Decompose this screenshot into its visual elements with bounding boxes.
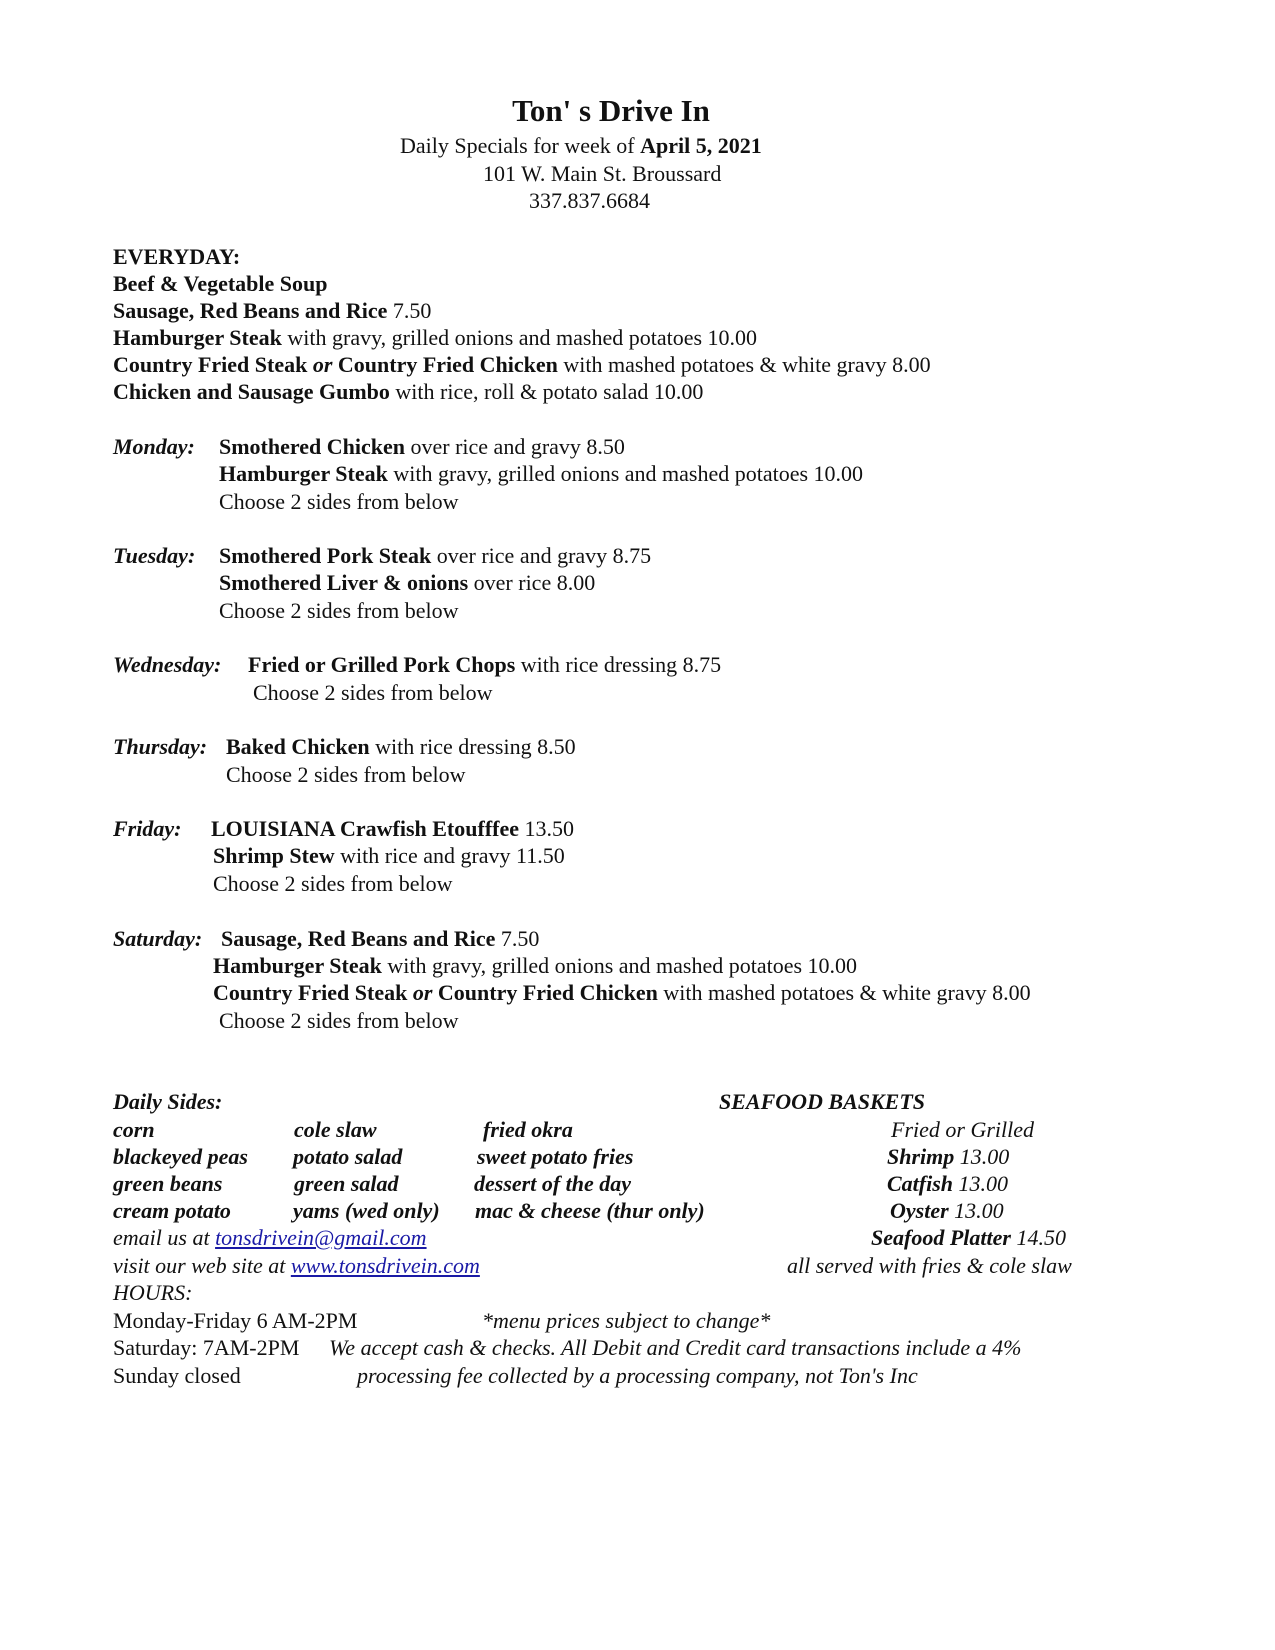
seafood-heading: SEAFOOD BASKETS [719, 1089, 926, 1114]
email-line [113, 1224, 427, 1251]
page-title: Ton' s Drive In [512, 93, 710, 128]
website-line [113, 1252, 480, 1279]
item-detail: with rice dressing 8.50 [369, 734, 576, 759]
item-name: Smothered Pork Steak [219, 543, 432, 568]
item-detail: with gravy, grilled onions and mashed potatoes 10.00 [387, 461, 864, 486]
item-detail: over rice 8.00 [468, 570, 596, 595]
saturday-item [221, 925, 539, 952]
everyday-soup: Beef & Vegetable Soup [113, 271, 328, 296]
item-detail: with rice, roll & potato salad 10.00 [389, 379, 704, 404]
thursday-item [226, 733, 576, 760]
week-line [400, 132, 762, 159]
saturday-sides-note: Choose 2 sides from below [219, 1008, 459, 1033]
item-name: Hamburger Steak [219, 461, 388, 486]
thursday-sides-note: Choose 2 sides from below [226, 762, 466, 787]
item-price: 13.00 [953, 1171, 1009, 1196]
day-label-friday: Friday: [113, 816, 182, 841]
everyday-item [113, 351, 931, 378]
price-change-note: *menu prices subject to change* [482, 1308, 771, 1333]
item-name: Smothered Liver & onions [219, 570, 469, 595]
day-label-tuesday: Tuesday: [113, 543, 196, 568]
item-name: Hamburger Steak [213, 953, 382, 978]
item-detail: 7.50 [387, 298, 432, 323]
item-name: Fried or Grilled Pork Chops [248, 652, 516, 677]
side-item: green salad [294, 1171, 399, 1196]
item-price: 13.00 [948, 1198, 1004, 1223]
item-or: or [412, 980, 433, 1005]
item-name: Catfish [887, 1171, 954, 1196]
seafood-item [890, 1197, 1004, 1224]
item-name: Country Fried Steak [213, 980, 413, 1005]
item-name: Hamburger Steak [113, 325, 282, 350]
seafood-item [871, 1224, 1066, 1251]
monday-item [219, 460, 863, 487]
side-item: cole slaw [294, 1117, 377, 1142]
side-item: green beans [113, 1171, 223, 1196]
item-name: Sausage, Red Beans and Rice [221, 926, 496, 951]
seafood-note: all served with fries & cole slaw [787, 1253, 1072, 1278]
week-prefix: Daily Specials for week of [400, 133, 641, 158]
item-name: Smothered Chicken [219, 434, 405, 459]
item-name: LOUISIANA Crawfish Etoufffee [211, 816, 519, 841]
item-detail: with rice and gravy 11.50 [334, 843, 565, 868]
tuesday-item [219, 542, 651, 569]
week-date: April 5, 2021 [640, 133, 762, 158]
side-item: mac & cheese (thur only) [475, 1198, 705, 1223]
hours-saturday: Saturday: 7AM-2PM [113, 1335, 300, 1360]
phone: 337.837.6684 [529, 188, 650, 213]
day-label-monday: Monday: [113, 434, 195, 459]
item-name: Chicken and Sausage Gumbo [113, 379, 390, 404]
side-item: corn [113, 1117, 155, 1142]
item-name: Sausage, Red Beans and Rice [113, 298, 388, 323]
side-item: potato salad [293, 1144, 403, 1169]
saturday-item [213, 952, 857, 979]
item-detail: over rice and gravy 8.50 [405, 434, 625, 459]
item-detail: with gravy, grilled onions and mashed potatoes 10.00 [281, 325, 758, 350]
item-or: or [312, 352, 333, 377]
hours-weekday: Monday-Friday 6 AM-2PM [113, 1308, 358, 1333]
everyday-heading: EVERYDAY: [113, 244, 241, 269]
hours-heading: HOURS: [113, 1280, 193, 1305]
tuesday-item [219, 569, 595, 596]
item-name: Shrimp Stew [213, 843, 335, 868]
item-detail: over rice and gravy 8.75 [431, 543, 652, 568]
monday-sides-note: Choose 2 sides from below [219, 489, 459, 514]
item-detail: with gravy, grilled onions and mashed potatoes 10.00 [381, 953, 858, 978]
item-detail: 13.50 [519, 816, 574, 841]
tuesday-sides-note: Choose 2 sides from below [219, 598, 459, 623]
website-prefix: visit our web site at [113, 1253, 291, 1278]
wednesday-item [248, 651, 721, 678]
saturday-item [213, 979, 1031, 1006]
item-price: 13.00 [954, 1144, 1010, 1169]
seafood-item [887, 1170, 1008, 1197]
item-detail: with mashed potatoes & white gravy 8.00 [657, 980, 1031, 1005]
website-link[interactable]: www.tonsdrivein.com [290, 1253, 480, 1278]
day-label-wednesday: Wednesday: [113, 652, 222, 677]
item-name: Country Fried Steak [113, 352, 313, 377]
item-name: Country Fried Chicken [332, 352, 558, 377]
seafood-subheading: Fried or Grilled [891, 1117, 1034, 1142]
wednesday-sides-note: Choose 2 sides from below [253, 680, 493, 705]
item-detail: with mashed potatoes & white gravy 8.00 [557, 352, 931, 377]
friday-item [213, 842, 565, 869]
friday-item [211, 815, 574, 842]
everyday-item [113, 324, 757, 351]
side-item: blackeyed peas [113, 1144, 248, 1169]
payment-note-line1: We accept cash & checks. All Debit and Credit card transactions include a 4% [329, 1335, 1022, 1360]
item-price: 14.50 [1010, 1225, 1066, 1250]
side-item: cream potato [113, 1198, 231, 1223]
payment-note-line2: processing fee collected by a processing company, not Ton's Inc [357, 1363, 918, 1388]
item-name: Seafood Platter [871, 1225, 1011, 1250]
item-name: Baked Chicken [226, 734, 370, 759]
item-detail: 7.50 [495, 926, 540, 951]
daily-sides-heading: Daily Sides: [113, 1089, 223, 1114]
hours-sunday: Sunday closed [113, 1363, 241, 1388]
item-detail: with rice dressing 8.75 [515, 652, 722, 677]
day-label-saturday: Saturday: [113, 926, 203, 951]
item-name: Oyster [890, 1198, 949, 1223]
item-name: Shrimp [887, 1144, 955, 1169]
day-label-thursday: Thursday: [113, 734, 208, 759]
seafood-item [887, 1143, 1009, 1170]
everyday-item [113, 297, 431, 324]
side-item: dessert of the day [474, 1171, 632, 1196]
item-name: Country Fried Chicken [432, 980, 658, 1005]
email-link[interactable]: tonsdrivein@gmail.com [215, 1225, 427, 1250]
email-prefix: email us at [113, 1225, 216, 1250]
side-item: fried okra [483, 1117, 573, 1142]
address: 101 W. Main St. Broussard [483, 161, 722, 186]
everyday-item [113, 378, 703, 405]
side-item: sweet potato fries [477, 1144, 634, 1169]
side-item: yams (wed only) [293, 1198, 440, 1223]
monday-item [219, 433, 625, 460]
friday-sides-note: Choose 2 sides from below [213, 871, 453, 896]
